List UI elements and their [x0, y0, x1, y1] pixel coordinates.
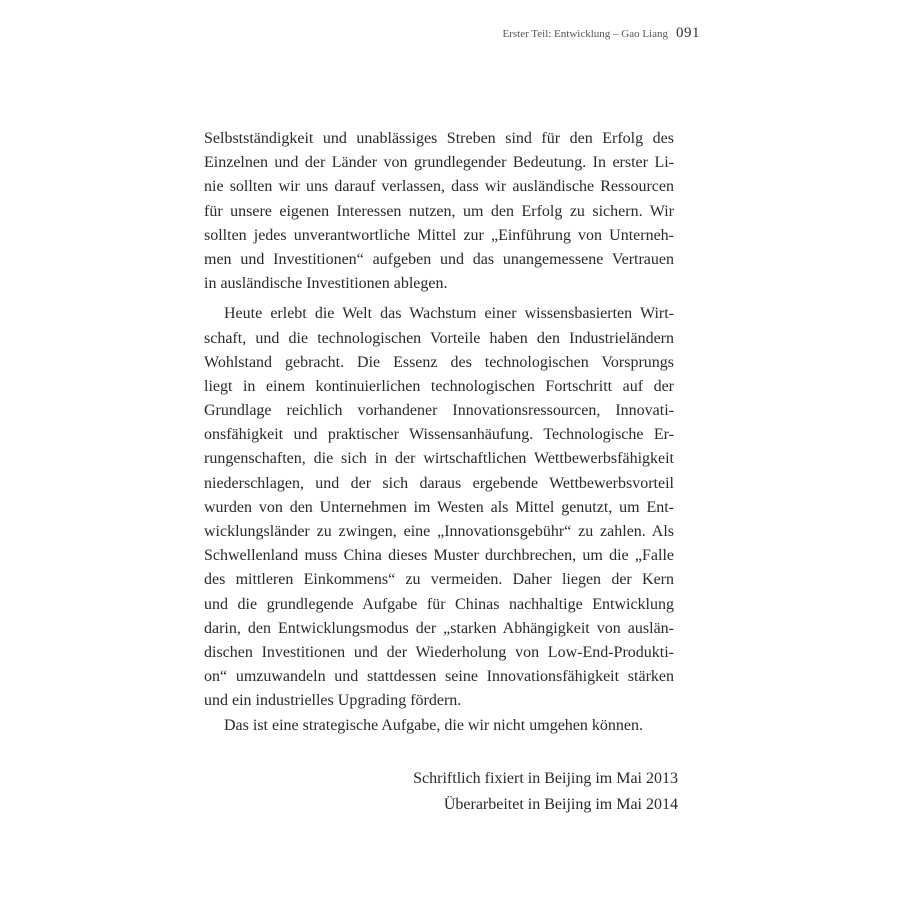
text-line: niederschlagen, und der sich daraus ergebende Wettbewerbsvorteil [204, 474, 674, 492]
text-line: onsfähigkeit und praktischer Wissensanhäufung. Technologische Er- [204, 426, 674, 444]
text-line: und die grundlegende Aufgabe für Chinas nachhaltige Entwicklung [204, 595, 674, 613]
text-line: in ausländische Investitionen ablegen. [204, 275, 448, 293]
text-line: Schwellenland muss China dieses Muster durchbrechen, um die „Falle [204, 547, 674, 565]
signature-block [413, 766, 678, 818]
text-line: wicklungsländer zu zwingen, eine „Innovationsgebühr“ zu zahlen. Als [204, 523, 674, 540]
text-line: Wohlstand gebracht. Die Essenz des technologischen Vorsprungs [204, 353, 674, 371]
signature-line-2: Überarbeitet in Beijing im Mai 2014 [443, 796, 678, 813]
text-line: liegt in einem kontinuierlichen technologischen Fortschritt auf der [204, 377, 674, 395]
text-line: schaft, und die technologischen Vorteile haben den Industrieländern [204, 329, 674, 347]
running-head: Erster Teil: Entwicklung – Gao Liang [502, 28, 668, 40]
text-line: on“ umzuwandeln und stattdessen seine Innovationsfähigkeit stärken [204, 668, 674, 686]
page-number: 091 [676, 25, 700, 41]
text-line: Das ist eine strategische Aufgabe, die wir nicht umgehen können. [224, 716, 643, 734]
paragraph-3 [204, 714, 674, 738]
text-line: Selbstständigkeit und unablässiges Streben sind für den Erfolg des [204, 130, 674, 147]
text-line: darin, den Entwicklungsmodus der „starken Abhängigkeit von auslän- [204, 619, 674, 637]
paragraph-2 [204, 302, 674, 713]
paragraph-1 [204, 127, 674, 296]
text-line: für unsere eigenen Interessen nutzen, um den Erfolg zu sichern. Wir [204, 202, 674, 220]
text-line: wurden von den Unternehmen im Westen als Mittel genutzt, um Ent- [204, 498, 674, 516]
text-line: Grundlage reichlich vorhandener Innovationsressourcen, Innovati- [204, 402, 674, 420]
body-text [204, 127, 674, 738]
text-line: des mittleren Einkommens“ zu vermeiden. Daher liegen der Kern [204, 571, 674, 589]
text-line: und ein industrielles Upgrading fördern. [204, 692, 462, 710]
text-line: Heute erlebt die Welt das Wachstum einer wissensbasierten Wirt- [224, 305, 674, 323]
text-line: dischen Investitionen und der Wiederholung von Low-End-Produkti- [204, 643, 674, 661]
signature-line-1: Schriftlich fixiert in Beijing im Mai 2013 [413, 770, 678, 787]
text-line: rungenschaften, die sich in der wirtschaftlichen Wettbewerbsfähigkeit [204, 450, 674, 468]
text-line: nie sollten wir uns darauf verlassen, dass wir ausländische Ressourcen [204, 178, 674, 196]
text-line: sollten jedes unverantwortliche Mittel zur „Einführung von Unterneh- [204, 226, 674, 244]
text-line: Einzelnen und der Länder von grundlegender Bedeutung. In erster Li- [204, 154, 674, 172]
text-line: men und Investitionen“ aufgeben und das unangemessene Vertrauen [204, 250, 674, 268]
